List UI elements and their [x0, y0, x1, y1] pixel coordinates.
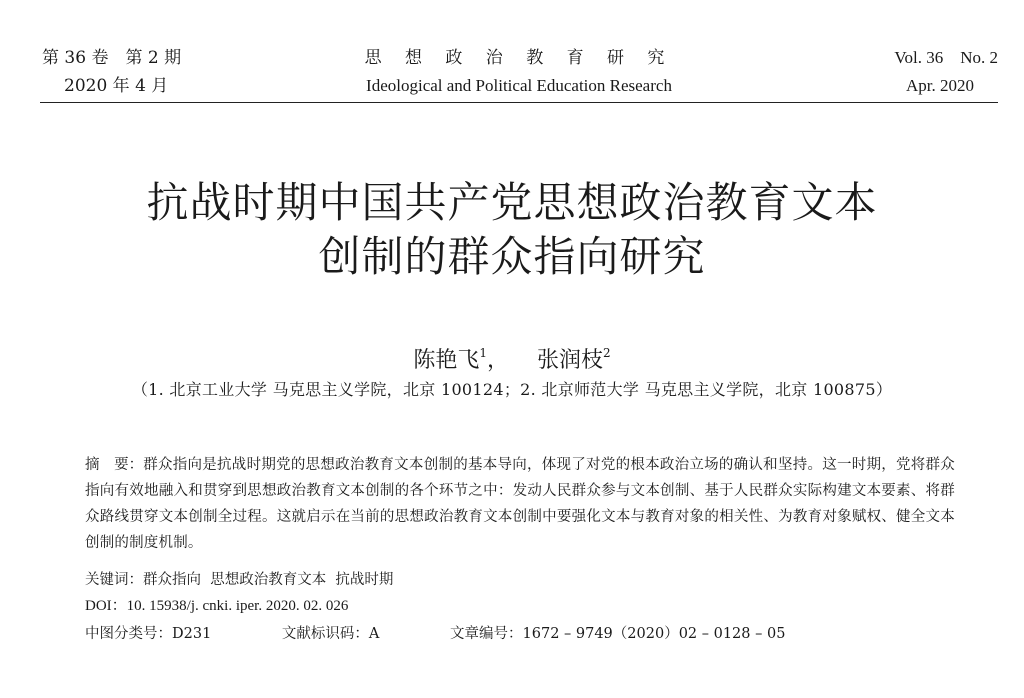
title-line-2: 创制的群众指向研究	[318, 232, 706, 281]
article-number	[450, 622, 785, 646]
abstract-label: 摘 要：	[85, 457, 144, 473]
author-separator: ，	[486, 348, 509, 373]
date-en: Apr. 2020	[906, 76, 974, 95]
doi	[85, 594, 348, 618]
article-no-value: 1672 – 9749（2020）02 – 0128 – 05	[522, 626, 786, 642]
header-right	[894, 44, 998, 100]
doi-label: DOI：	[85, 598, 127, 614]
document-code	[282, 622, 379, 646]
affiliations: （1. 北京工业大学 马克思主义学院，北京 100124；2. 北京师范大学 马克思主义学院，北京 100875）	[131, 380, 893, 399]
title-line-1: 抗战时期中国共产党思想政治教育文本	[146, 178, 878, 227]
journal-name-cn: 思 想 政 治 教 育 研 究	[364, 48, 674, 68]
doc-code-label: 文献标识码：	[281, 626, 369, 642]
clc-number	[85, 622, 211, 646]
author-name: 张润枝	[537, 348, 604, 373]
author-name: 陈艳飞	[413, 348, 480, 373]
classification-line	[85, 622, 965, 646]
journal-header	[40, 44, 998, 103]
keywords-value: 群众指向 思想政治教育文本 抗战时期	[143, 572, 394, 588]
keywords-label: 关键词：	[85, 572, 143, 588]
author-affiliation-mark: 1	[479, 346, 487, 360]
abstract	[85, 452, 955, 556]
author-affiliation-mark: 2	[603, 346, 611, 360]
author-list	[0, 338, 1024, 376]
volume-issue-en: Vol. 36 No. 2	[894, 48, 998, 67]
keywords	[85, 568, 393, 592]
abstract-text: 群众指向是抗战时期党的思想政治教育文本创制的基本导向，体现了对党的根本政治立场的确认和坚持。这一时期，党将群众指向有效地融入和贯穿到思想政治教育文本创制的各个环节之中：发动人民群众参与文本创制、基于人民群众实际构建文本要素、将群众路线贯穿文本创制全过程。这就启示在当前的思想政治教育文本创制中要强化文本与教育对象的相关性、为教育对象赋权、健全文本创制的制度机制。	[85, 457, 956, 551]
doi-value: 10. 15938/j. cnki. iper. 2020. 02. 026	[126, 598, 349, 614]
header-center	[40, 44, 998, 100]
doc-code-value: A	[368, 626, 380, 642]
date-cn: 2020 年 4 月	[64, 76, 169, 96]
article-no-label: 文章编号：	[450, 626, 523, 642]
clc-value: D231	[172, 626, 212, 642]
volume-issue-cn: 第 36 卷 第 2 期	[42, 48, 182, 68]
clc-label: 中图分类号：	[85, 626, 172, 642]
journal-name-en: Ideological and Political Education Research	[366, 76, 672, 95]
article-title	[0, 176, 1024, 284]
